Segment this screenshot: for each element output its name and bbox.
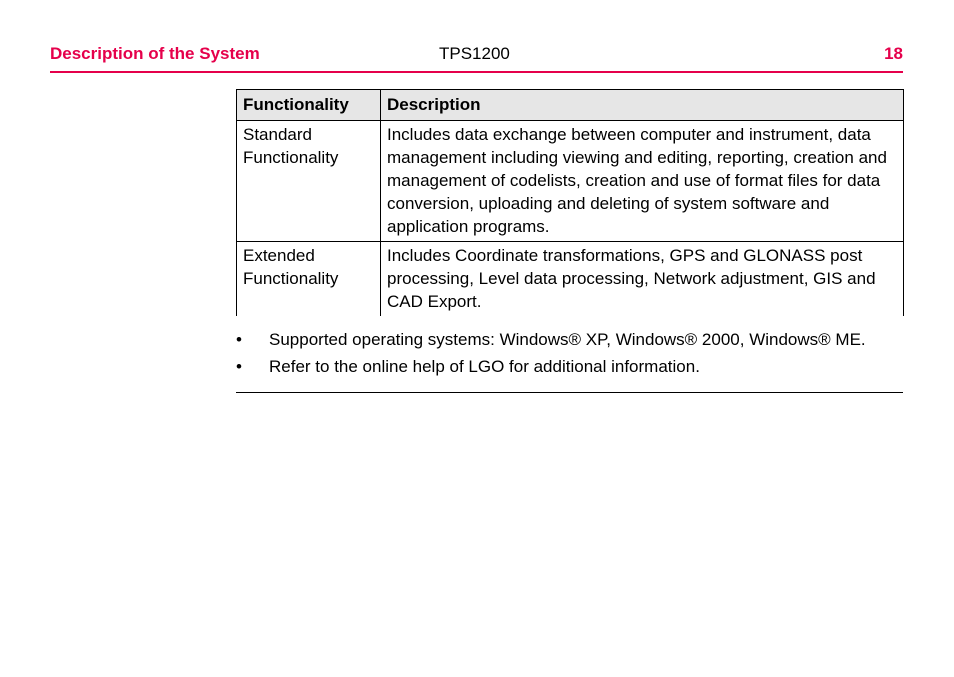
- list-item: [236, 328, 904, 355]
- product-name: TPS1200: [439, 44, 510, 63]
- header-divider: [50, 71, 903, 73]
- list-item: [236, 355, 904, 382]
- functionality-cell: Standard Functionality: [237, 121, 381, 242]
- section-title: Description of the System: [50, 44, 260, 63]
- description-cell: Includes Coordinate transformations, GPS and GLONASS post processing, Level data processing, Network adjustment, GIS and CAD Export.: [381, 242, 904, 317]
- table-row: [237, 242, 904, 317]
- page-header: [50, 44, 903, 66]
- table-header-row: [237, 90, 904, 121]
- description-cell: Includes data exchange between computer and instrument, data management including viewing and editing, reporting, creation and management of codelists, creation and use of format files for data conversion, uploading and deleting of system software and application programs.: [381, 121, 904, 242]
- section-end-divider: [236, 392, 903, 393]
- column-header-functionality: Functionality: [237, 90, 381, 121]
- page-number: 18: [884, 44, 903, 63]
- functionality-table: [236, 89, 904, 316]
- bullet-icon: •: [236, 357, 242, 376]
- bullet-icon: •: [236, 330, 242, 349]
- bullet-list: [236, 328, 904, 382]
- list-item-text: Refer to the online help of LGO for additional information.: [269, 357, 700, 376]
- list-item-text: Supported operating systems: Windows® XP, Windows® 2000, Windows® ME.: [269, 330, 866, 349]
- functionality-cell: Extended Functionality: [237, 242, 381, 317]
- column-header-description: Description: [381, 90, 904, 121]
- table-row: [237, 121, 904, 242]
